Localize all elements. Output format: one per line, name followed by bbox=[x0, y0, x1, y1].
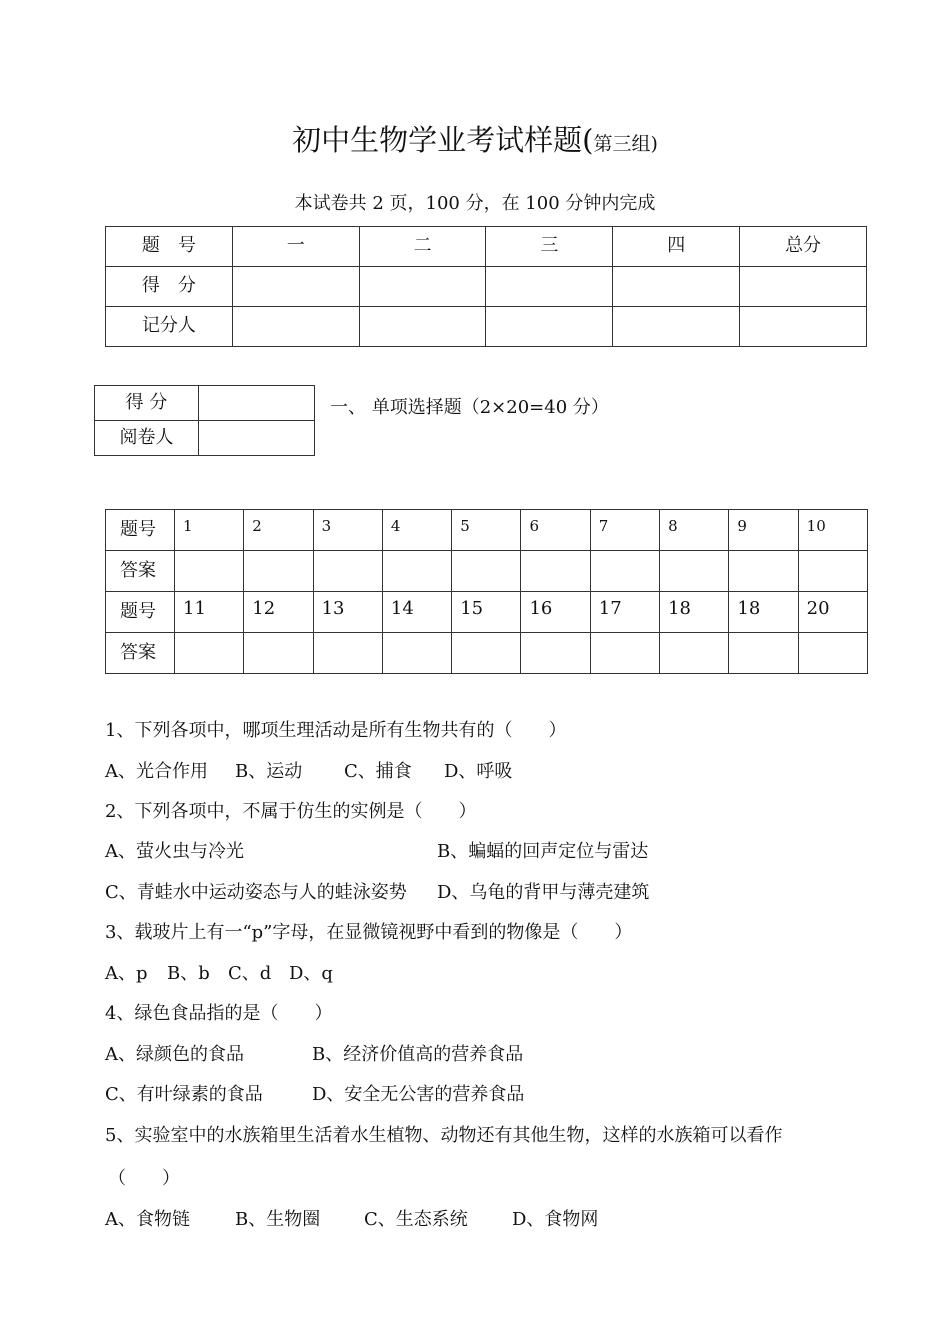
answer-cell[interactable] bbox=[175, 633, 244, 674]
header-cell: 总分 bbox=[740, 227, 867, 267]
option-a[interactable]: A、光合作用 bbox=[105, 761, 208, 782]
answer-cell[interactable] bbox=[660, 633, 729, 674]
score-cell[interactable] bbox=[232, 267, 359, 307]
table-row bbox=[106, 307, 867, 347]
question-number: 2 bbox=[244, 510, 313, 551]
grader-table bbox=[94, 385, 315, 456]
table-row bbox=[106, 592, 868, 633]
header-cell: 一 bbox=[232, 227, 359, 267]
score-cell[interactable] bbox=[359, 307, 486, 347]
score-cell[interactable] bbox=[740, 267, 867, 307]
table-row bbox=[106, 267, 867, 307]
score-cell[interactable] bbox=[199, 386, 315, 421]
row-label: 题号 bbox=[106, 510, 175, 551]
table-row bbox=[106, 227, 867, 267]
option-d[interactable]: D、乌龟的背甲与薄壳建筑 bbox=[437, 882, 650, 903]
option-c[interactable]: C、有叶绿素的食品 bbox=[105, 1084, 263, 1105]
question-number: 10 bbox=[798, 510, 867, 551]
option-b[interactable]: B、b bbox=[167, 963, 210, 984]
question-number: 9 bbox=[729, 510, 798, 551]
table-row bbox=[95, 421, 315, 456]
option-a[interactable]: A、萤火虫与冷光 bbox=[105, 841, 244, 862]
score-cell[interactable] bbox=[199, 421, 315, 456]
header-cell: 四 bbox=[613, 227, 740, 267]
question-5-stem-cont: （ ） bbox=[108, 1168, 180, 1189]
title-group: 第三组 bbox=[593, 133, 651, 155]
question-5-options bbox=[105, 1205, 598, 1231]
question-number: 18 bbox=[729, 592, 798, 633]
answer-cell[interactable] bbox=[313, 551, 382, 592]
row-label: 得 分 bbox=[106, 267, 233, 307]
option-a[interactable]: A、p bbox=[105, 963, 148, 984]
page-subtitle: 本试卷共 2 页，100 分，在 100 分钟内完成 bbox=[294, 193, 656, 214]
header-cell: 二 bbox=[359, 227, 486, 267]
question-number: 11 bbox=[175, 592, 244, 633]
answer-cell[interactable] bbox=[244, 633, 313, 674]
row-label: 题号 bbox=[106, 592, 175, 633]
question-2-options-row1 bbox=[105, 837, 648, 863]
question-2-options-row2 bbox=[105, 878, 649, 904]
answer-cell[interactable] bbox=[521, 633, 590, 674]
page-title bbox=[0, 118, 950, 159]
option-a[interactable]: A、绿颜色的食品 bbox=[105, 1044, 244, 1065]
option-b[interactable]: B、运动 bbox=[235, 761, 303, 782]
option-d[interactable]: D、q bbox=[289, 963, 333, 984]
option-c[interactable]: C、生态系统 bbox=[364, 1209, 468, 1230]
question-number: 5 bbox=[452, 510, 521, 551]
question-number: 15 bbox=[452, 592, 521, 633]
option-d[interactable]: D、食物网 bbox=[512, 1209, 599, 1230]
question-number: 6 bbox=[521, 510, 590, 551]
table-row bbox=[106, 510, 868, 551]
header-cell: 三 bbox=[486, 227, 613, 267]
option-c[interactable]: C、捕食 bbox=[344, 761, 412, 782]
question-4-options-row2 bbox=[105, 1080, 524, 1106]
question-number: 7 bbox=[590, 510, 659, 551]
question-number: 12 bbox=[244, 592, 313, 633]
title-close: ) bbox=[650, 133, 658, 155]
answer-table bbox=[105, 509, 868, 674]
answer-cell[interactable] bbox=[729, 551, 798, 592]
score-cell[interactable] bbox=[486, 307, 613, 347]
question-number: 17 bbox=[590, 592, 659, 633]
answer-cell[interactable] bbox=[590, 633, 659, 674]
row-label: 答案 bbox=[106, 551, 175, 592]
question-number: 3 bbox=[313, 510, 382, 551]
title-main: 初中生物学业考试样题( bbox=[292, 123, 594, 157]
answer-cell[interactable] bbox=[798, 551, 867, 592]
option-c[interactable]: C、青蛙水中运动姿态与人的蛙泳姿势 bbox=[105, 882, 407, 903]
score-cell[interactable] bbox=[359, 267, 486, 307]
row-label: 答案 bbox=[106, 633, 175, 674]
option-c[interactable]: C、d bbox=[228, 963, 272, 984]
row-label: 阅卷人 bbox=[95, 421, 199, 456]
score-cell[interactable] bbox=[486, 267, 613, 307]
question-number: 14 bbox=[382, 592, 451, 633]
question-4-options-row1 bbox=[105, 1040, 523, 1066]
answer-cell[interactable] bbox=[382, 633, 451, 674]
score-cell[interactable] bbox=[613, 307, 740, 347]
row-label: 记分人 bbox=[106, 307, 233, 347]
score-cell[interactable] bbox=[613, 267, 740, 307]
option-b[interactable]: B、生物圈 bbox=[235, 1209, 321, 1230]
question-3-stem: 3、载玻片上有一“p”字母，在显微镜视野中看到的物像是（ ） bbox=[105, 922, 633, 943]
score-table bbox=[105, 226, 867, 347]
answer-cell[interactable] bbox=[521, 551, 590, 592]
option-d[interactable]: D、安全无公害的营养食品 bbox=[312, 1084, 525, 1105]
answer-cell[interactable] bbox=[175, 551, 244, 592]
question-1-stem: 1、下列各项中，哪项生理活动是所有生物共有的（ ） bbox=[105, 720, 567, 741]
section-title: 一、 单项选择题（2×20=40 分） bbox=[330, 397, 609, 418]
question-3-options bbox=[105, 959, 333, 985]
question-number: 1 bbox=[175, 510, 244, 551]
question-number: 16 bbox=[521, 592, 590, 633]
question-number: 20 bbox=[798, 592, 867, 633]
question-4-stem: 4、绿色食品指的是（ ） bbox=[105, 1003, 333, 1024]
table-row bbox=[106, 633, 868, 674]
answer-cell[interactable] bbox=[244, 551, 313, 592]
question-number: 4 bbox=[382, 510, 451, 551]
question-number: 13 bbox=[313, 592, 382, 633]
option-b[interactable]: B、经济价值高的营养食品 bbox=[312, 1044, 524, 1065]
question-2-stem: 2、下列各项中，不属于仿生的实例是（ ） bbox=[105, 801, 477, 822]
header-cell: 题 号 bbox=[106, 227, 233, 267]
score-cell[interactable] bbox=[232, 307, 359, 347]
answer-cell[interactable] bbox=[729, 633, 798, 674]
answer-cell[interactable] bbox=[798, 633, 867, 674]
answer-cell[interactable] bbox=[452, 551, 521, 592]
option-d[interactable]: D、呼吸 bbox=[444, 761, 513, 782]
option-b[interactable]: B、蝙蝠的回声定位与雷达 bbox=[437, 841, 649, 862]
answer-cell[interactable] bbox=[660, 551, 729, 592]
row-label: 得 分 bbox=[95, 386, 199, 421]
answer-cell[interactable] bbox=[313, 633, 382, 674]
question-1-options bbox=[105, 757, 512, 783]
score-cell[interactable] bbox=[740, 307, 867, 347]
option-a[interactable]: A、食物链 bbox=[105, 1209, 190, 1230]
question-number: 8 bbox=[660, 510, 729, 551]
question-5-stem: 5、实验室中的水族箱里生活着水生植物、动物还有其他生物，这样的水族箱可以看作 bbox=[105, 1125, 783, 1146]
table-row bbox=[106, 551, 868, 592]
answer-cell[interactable] bbox=[590, 551, 659, 592]
table-row bbox=[95, 386, 315, 421]
question-number: 18 bbox=[660, 592, 729, 633]
answer-cell[interactable] bbox=[452, 633, 521, 674]
answer-cell[interactable] bbox=[382, 551, 451, 592]
